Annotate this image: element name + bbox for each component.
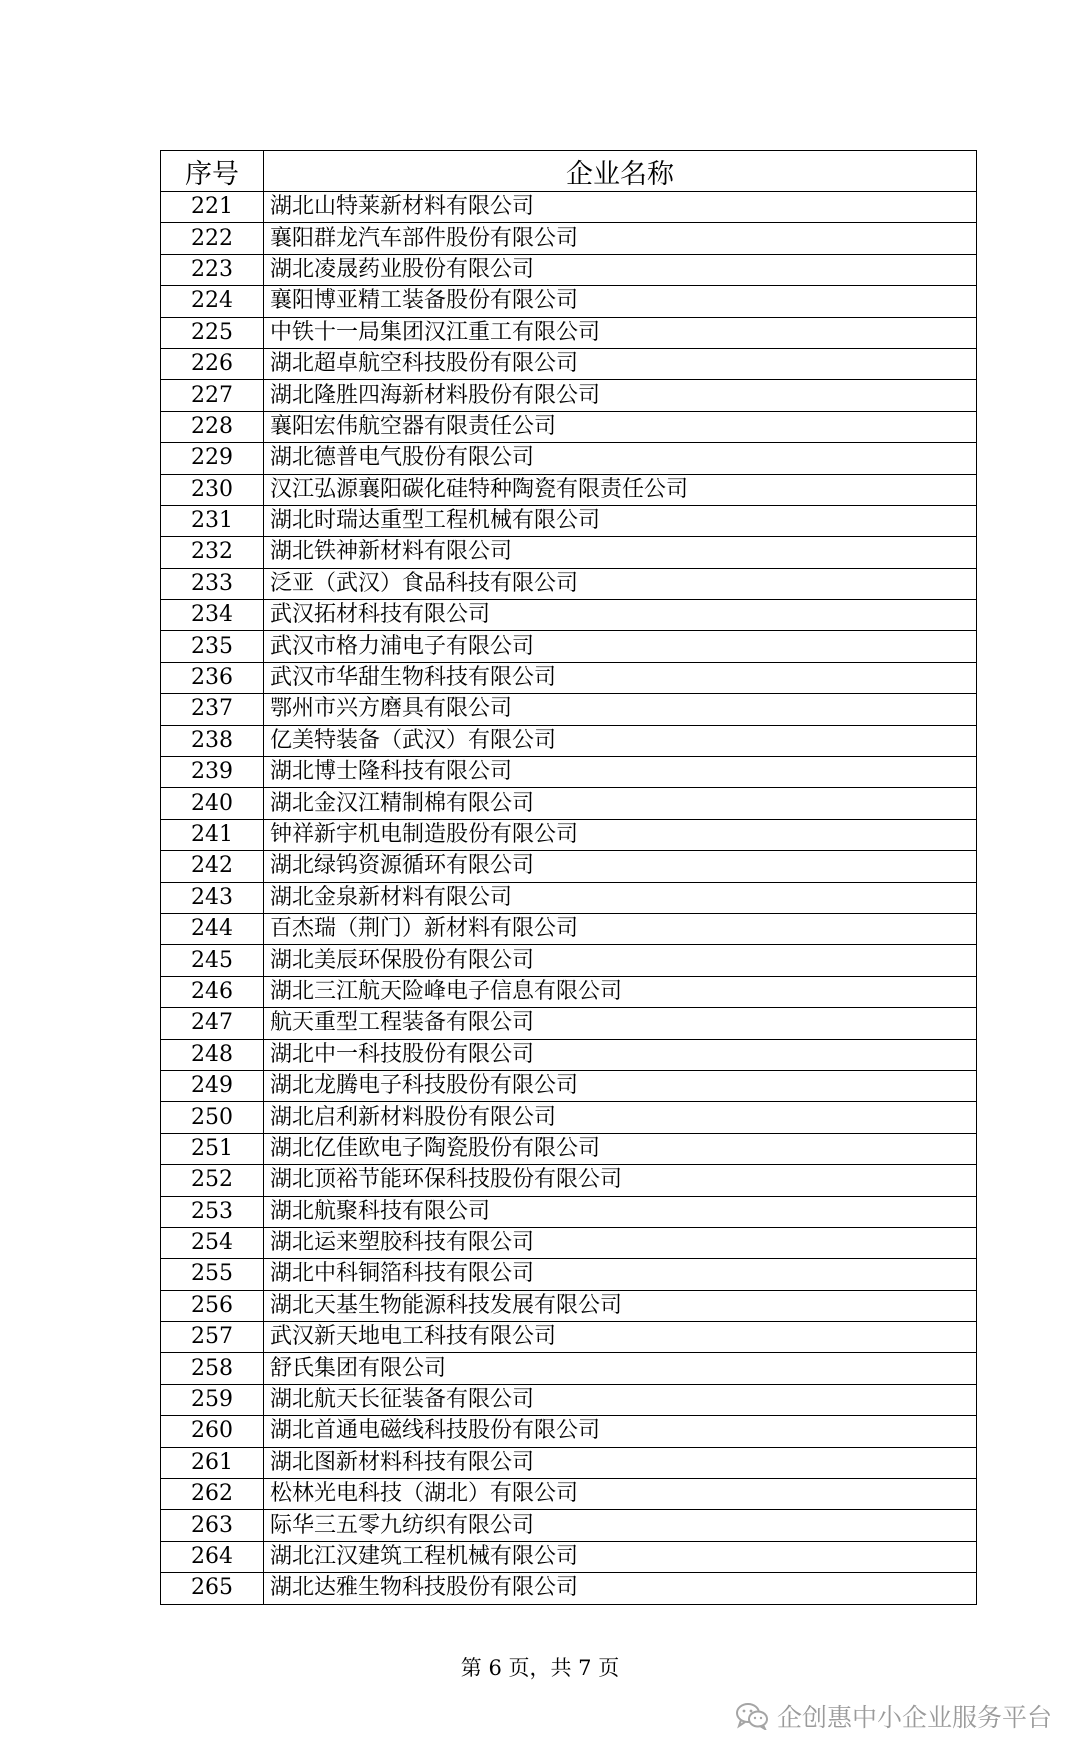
company-name-cell: 舒氏集团有限公司: [264, 1353, 977, 1384]
company-name-cell: 松林光电科技（湖北）有限公司: [264, 1479, 977, 1510]
serial-number-cell: 261: [161, 1447, 264, 1478]
table-row: [161, 1510, 977, 1541]
serial-number-cell: 222: [161, 223, 264, 254]
serial-number-cell: 224: [161, 286, 264, 317]
table-row: [161, 757, 977, 788]
watermark-text: 企创惠中小企业服务平台: [776, 1703, 1052, 1732]
table-row: [161, 1322, 977, 1353]
table-row: [161, 851, 977, 882]
serial-number-cell: 238: [161, 725, 264, 756]
serial-number-cell: 262: [161, 1479, 264, 1510]
company-name-cell: 湖北启利新材料股份有限公司: [264, 1102, 977, 1133]
table-row: [161, 1353, 977, 1384]
company-name-cell: 湖北时瑞达重型工程机械有限公司: [264, 505, 977, 536]
company-name-cell: 襄阳宏伟航空器有限责任公司: [264, 411, 977, 442]
company-name-cell: 泛亚（武汉）食品科技有限公司: [264, 568, 977, 599]
company-name-cell: 际华三五零九纺织有限公司: [264, 1510, 977, 1541]
company-name-cell: 中铁十一局集团汉江重工有限公司: [264, 317, 977, 348]
serial-number-cell: 259: [161, 1384, 264, 1415]
serial-number-cell: 231: [161, 505, 264, 536]
table-header-row: [161, 151, 977, 192]
serial-number-cell: 257: [161, 1322, 264, 1353]
table-row: [161, 568, 977, 599]
table-row: [161, 1573, 977, 1604]
serial-number-cell: 260: [161, 1416, 264, 1447]
serial-number-cell: 244: [161, 913, 264, 944]
table-row: [161, 1070, 977, 1101]
table-row: [161, 254, 977, 285]
table-row: [161, 945, 977, 976]
table-row: [161, 1008, 977, 1039]
company-name-cell: 湖北金泉新材料有限公司: [264, 882, 977, 913]
company-name-cell: 湖北博士隆科技有限公司: [264, 757, 977, 788]
company-name-cell: 襄阳博亚精工装备股份有限公司: [264, 286, 977, 317]
serial-number-cell: 246: [161, 976, 264, 1007]
serial-number-cell: 225: [161, 317, 264, 348]
company-name-cell: 襄阳群龙汽车部件股份有限公司: [264, 223, 977, 254]
company-name-cell: 湖北绿钨资源循环有限公司: [264, 851, 977, 882]
serial-number-cell: 236: [161, 662, 264, 693]
serial-number-cell: 232: [161, 537, 264, 568]
company-name-cell: 钟祥新宇机电制造股份有限公司: [264, 819, 977, 850]
table-row: [161, 1290, 977, 1321]
table-row: [161, 1259, 977, 1290]
serial-number-cell: 226: [161, 348, 264, 379]
table-row: [161, 1227, 977, 1258]
table-row: [161, 662, 977, 693]
table-row: [161, 1479, 977, 1510]
table-row: [161, 882, 977, 913]
company-name-cell: 武汉拓材科技有限公司: [264, 600, 977, 631]
table-row: [161, 1133, 977, 1164]
serial-number-cell: 227: [161, 380, 264, 411]
table-row: [161, 819, 977, 850]
serial-number-cell: 255: [161, 1259, 264, 1290]
company-name-cell: 湖北运来塑胶科技有限公司: [264, 1227, 977, 1258]
table-row: [161, 192, 977, 223]
company-name-cell: 武汉新天地电工科技有限公司: [264, 1322, 977, 1353]
table-row: [161, 505, 977, 536]
company-name-cell: 湖北图新材料科技有限公司: [264, 1447, 977, 1478]
serial-number-cell: 245: [161, 945, 264, 976]
table-row: [161, 1447, 977, 1478]
header-company-name: 企业名称: [264, 151, 977, 192]
company-name-cell: 湖北达雅生物科技股份有限公司: [264, 1573, 977, 1604]
company-name-cell: 百杰瑞（荆门）新材料有限公司: [264, 913, 977, 944]
company-name-cell: 亿美特装备（武汉）有限公司: [264, 725, 977, 756]
company-name-cell: 湖北凌晟药业股份有限公司: [264, 254, 977, 285]
company-name-cell: 汉江弘源襄阳碳化硅特种陶瓷有限责任公司: [264, 474, 977, 505]
table-row: [161, 788, 977, 819]
table-row: [161, 411, 977, 442]
table-row: [161, 317, 977, 348]
serial-number-cell: 258: [161, 1353, 264, 1384]
table-row: [161, 694, 977, 725]
serial-number-cell: 241: [161, 819, 264, 850]
company-name-cell: 湖北美辰环保股份有限公司: [264, 945, 977, 976]
serial-number-cell: 252: [161, 1165, 264, 1196]
table-row: [161, 348, 977, 379]
wechat-icon: [735, 1702, 769, 1730]
serial-number-cell: 229: [161, 443, 264, 474]
company-name-cell: 湖北江汉建筑工程机械有限公司: [264, 1541, 977, 1572]
company-name-cell: 湖北中一科技股份有限公司: [264, 1039, 977, 1070]
header-serial-number: 序号: [161, 151, 264, 192]
table-row: [161, 380, 977, 411]
company-name-cell: 湖北三江航天险峰电子信息有限公司: [264, 976, 977, 1007]
company-name-cell: 湖北德普电气股份有限公司: [264, 443, 977, 474]
table-row: [161, 1196, 977, 1227]
serial-number-cell: 230: [161, 474, 264, 505]
company-name-cell: 湖北亿佳欧电子陶瓷股份有限公司: [264, 1133, 977, 1164]
table-body: [161, 192, 977, 1605]
serial-number-cell: 223: [161, 254, 264, 285]
table-row: [161, 1102, 977, 1133]
company-name-cell: 武汉市格力浦电子有限公司: [264, 631, 977, 662]
company-name-cell: 湖北中科铜箔科技有限公司: [264, 1259, 977, 1290]
table-row: [161, 1165, 977, 1196]
table-row: [161, 537, 977, 568]
serial-number-cell: 240: [161, 788, 264, 819]
serial-number-cell: 221: [161, 192, 264, 223]
serial-number-cell: 265: [161, 1573, 264, 1604]
company-name-cell: 航天重型工程装备有限公司: [264, 1008, 977, 1039]
company-name-cell: 湖北顶裕节能环保科技股份有限公司: [264, 1165, 977, 1196]
serial-number-cell: 264: [161, 1541, 264, 1572]
company-name-cell: 武汉市华甜生物科技有限公司: [264, 662, 977, 693]
table-row: [161, 631, 977, 662]
company-name-cell: 湖北天基生物能源科技发展有限公司: [264, 1290, 977, 1321]
serial-number-cell: 251: [161, 1133, 264, 1164]
company-name-cell: 湖北航聚科技有限公司: [264, 1196, 977, 1227]
company-name-cell: 湖北金汉江精制棉有限公司: [264, 788, 977, 819]
watermark: [735, 1698, 1052, 1734]
company-name-cell: 鄂州市兴方磨具有限公司: [264, 694, 977, 725]
company-name-cell: 湖北铁神新材料有限公司: [264, 537, 977, 568]
table-row: [161, 443, 977, 474]
table-row: [161, 976, 977, 1007]
table-row: [161, 1541, 977, 1572]
table-row: [161, 1039, 977, 1070]
company-name-cell: 湖北山特莱新材料有限公司: [264, 192, 977, 223]
company-name-cell: 湖北隆胜四海新材料股份有限公司: [264, 380, 977, 411]
serial-number-cell: 234: [161, 600, 264, 631]
serial-number-cell: 249: [161, 1070, 264, 1101]
table-row: [161, 725, 977, 756]
serial-number-cell: 228: [161, 411, 264, 442]
table-row: [161, 474, 977, 505]
company-name-cell: 湖北龙腾电子科技股份有限公司: [264, 1070, 977, 1101]
table-row: [161, 1384, 977, 1415]
serial-number-cell: 243: [161, 882, 264, 913]
serial-number-cell: 235: [161, 631, 264, 662]
serial-number-cell: 250: [161, 1102, 264, 1133]
table-row: [161, 913, 977, 944]
serial-number-cell: 242: [161, 851, 264, 882]
serial-number-cell: 237: [161, 694, 264, 725]
serial-number-cell: 254: [161, 1227, 264, 1258]
serial-number-cell: 263: [161, 1510, 264, 1541]
serial-number-cell: 239: [161, 757, 264, 788]
serial-number-cell: 256: [161, 1290, 264, 1321]
company-table: [160, 150, 977, 1605]
table-row: [161, 1416, 977, 1447]
serial-number-cell: 233: [161, 568, 264, 599]
company-name-cell: 湖北超卓航空科技股份有限公司: [264, 348, 977, 379]
serial-number-cell: 253: [161, 1196, 264, 1227]
company-name-cell: 湖北首通电磁线科技股份有限公司: [264, 1416, 977, 1447]
serial-number-cell: 248: [161, 1039, 264, 1070]
serial-number-cell: 247: [161, 1008, 264, 1039]
table-row: [161, 600, 977, 631]
page-footer: 第 6 页，共 7 页: [460, 1656, 620, 1680]
table-row: [161, 223, 977, 254]
company-name-cell: 湖北航天长征装备有限公司: [264, 1384, 977, 1415]
table-row: [161, 286, 977, 317]
